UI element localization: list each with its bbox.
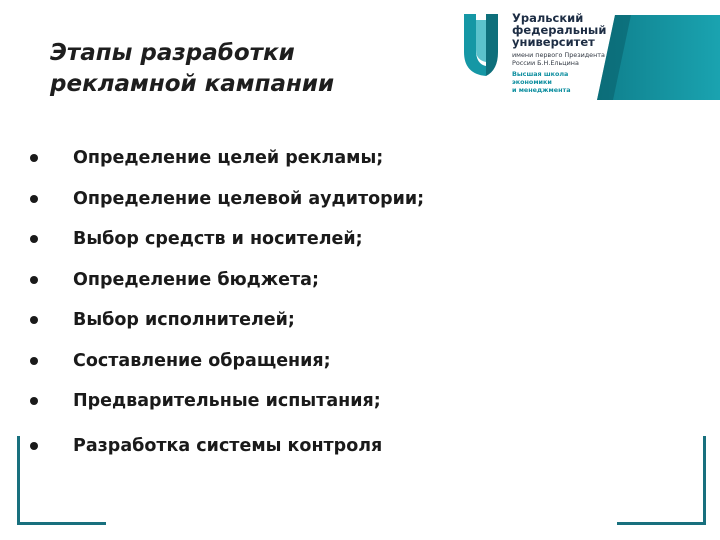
list-item — [30, 381, 424, 422]
list-item-text: Выбор исполнителей; — [73, 310, 295, 330]
list-item — [30, 300, 424, 341]
list-item-text: Составление обращения; — [73, 350, 331, 371]
university-subtitle-line: России Б.Н.Ельцина — [512, 59, 579, 67]
university-name-line: федеральный — [512, 23, 607, 37]
school-name-line: и менеджмента — [512, 86, 571, 94]
list-item — [30, 341, 424, 382]
school-name-line: экономики — [512, 78, 552, 86]
bullet-dot-icon — [30, 357, 38, 365]
list-item — [30, 179, 424, 220]
school-name-line: Высшая школа — [512, 70, 569, 78]
list-item — [30, 219, 424, 260]
urfu-u-logo-icon — [462, 12, 502, 82]
university-logo — [462, 12, 720, 102]
list-item-text: Определение целевой аудитории; — [73, 188, 425, 209]
title-line-1: Этапы разработки — [50, 40, 295, 66]
list-item — [30, 260, 424, 301]
bullet-dot-icon — [30, 276, 38, 284]
bullet-dot-icon — [30, 316, 38, 324]
bullet-dot-icon — [30, 235, 38, 243]
list-item — [30, 138, 424, 179]
title-line-2: рекламной кампании — [50, 71, 335, 97]
bullet-dot-icon — [30, 397, 38, 405]
list-item-text: Разработка системы контроля — [73, 435, 383, 456]
frame-corner-right — [617, 436, 706, 525]
list-item-text: Предварительные испытания; — [73, 391, 381, 411]
bullet-dot-icon — [30, 195, 38, 203]
bullet-dot-icon — [30, 154, 38, 162]
stages-list — [30, 138, 424, 466]
university-name-line: университет — [512, 35, 595, 49]
slide-title — [50, 38, 430, 100]
university-subtitle-line: имени первого Президента — [512, 51, 605, 59]
list-item-text: Определение бюджета; — [73, 269, 319, 290]
list-item-text: Выбор средств и носителей; — [73, 229, 363, 249]
frame-corner-left — [17, 436, 106, 525]
university-name-line: Уральский — [512, 11, 584, 25]
logo-teal-band — [597, 15, 720, 100]
list-item-text: Определение целей рекламы; — [73, 148, 384, 168]
